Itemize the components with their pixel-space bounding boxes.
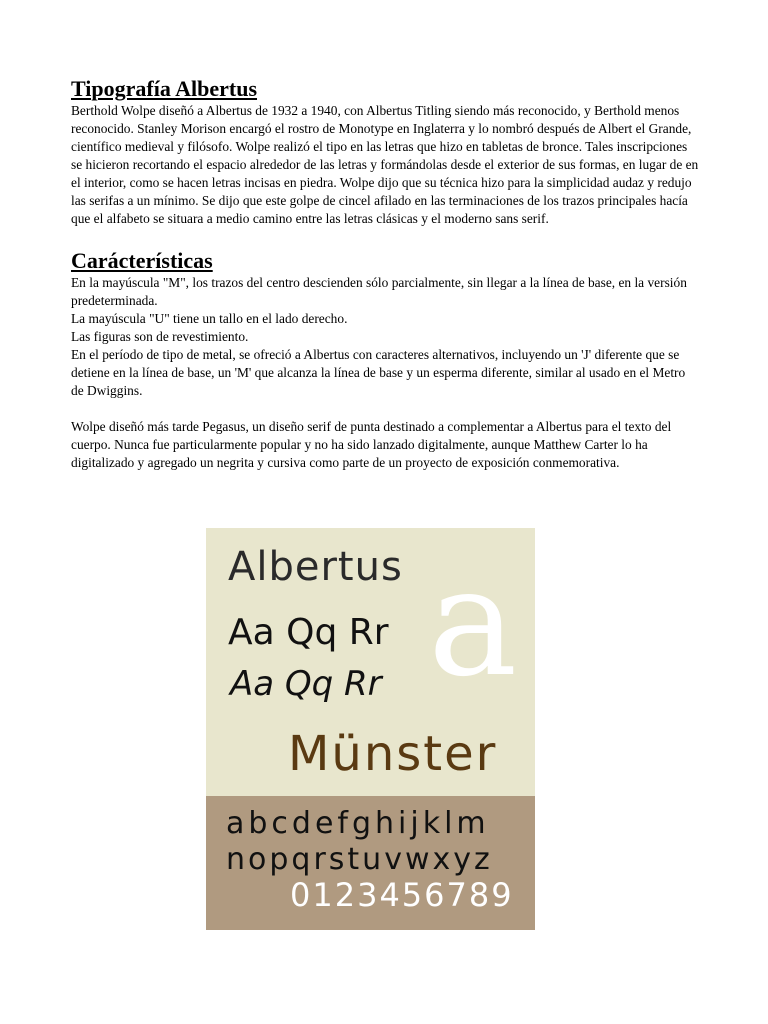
heading-tipografia-albertus: Tipografía Albertus <box>71 76 258 101</box>
specimen-font-name: Albertus <box>228 544 403 590</box>
paragraph-gap <box>71 400 701 418</box>
document-body <box>71 76 701 472</box>
specimen-lowercase-row-2: nopqrstuvwxyz <box>226 842 493 877</box>
specimen-lowercase-row-1: abcdefghijklm <box>226 806 490 841</box>
line-figures: Las figuras son de revestimiento. <box>71 329 249 344</box>
line-m-capital: En la mayúscula "M", los trazos del centro descienden sólo parcialmente, sin llegar a la línea de base, en la versión predeterminada. <box>71 275 691 308</box>
paragraph-history: Berthold Wolpe diseñó a Albertus de 1932 a 1940, con Albertus Titling siendo más reconocido, y Berthold menos reconocido. Stanley Morison encargó el rostro de Monotype en Inglaterra y lo nombró después de Albert el Grande, científico medieval y filósofo. Wolpe realizó el tipo en las letras que hizo en tabletas de bronce. Tales inscripciones se hicieron recortando el espacio alrededor de las letras y formándolas desde el exterior de sus formas, en lugar de en el interior, como se hacen letras incisas en piedra. Wolpe dijo que su técnica hizo para la simplicidad audaz y redujo las serifas a un mínimo. Se dijo que este golpe de cincel afilado en las terminaciones de los trazos principales hacía que el alfabeto se situara a medio camino entre las letras clásicas y el moderno sans serif. <box>71 103 702 226</box>
specimen-italic-pairs: Aa Qq Rr <box>230 664 382 704</box>
line-metal-type: En el período de tipo de metal, se ofreció a Albertus con caracteres alternativos, incluyendo un 'J' diferente que se detiene en la línea de base, un 'M' que alcanza la línea de base y un esperma diferente, similar al usado en el Metro de Dwiggins. <box>71 347 689 398</box>
line-u-capital: La mayúscula "U" tiene un tallo en el lado derecho. <box>71 311 348 326</box>
specimen-sample-word: Münster <box>288 726 498 782</box>
albertus-specimen-image <box>206 528 535 930</box>
specimen-regular-pairs: Aa Qq Rr <box>228 612 389 653</box>
heading-caracteristicas: Carácterísticas <box>71 248 213 273</box>
specimen-digits-row: 0123456789 <box>290 876 514 914</box>
paragraph-pegasus: Wolpe diseñó más tarde Pegasus, un diseño serif de punta destinado a complementar a Albertus para el texto del cuerpo. Nunca fue particularmente popular y no ha sido lanzado digitalmente, aunque Matthew Carter lo ha digitalizado y agregado un negrita y cursiva como parte de un proyecto de exposición conmemorativa. <box>71 419 675 470</box>
specimen-large-letter: a <box>428 536 518 710</box>
